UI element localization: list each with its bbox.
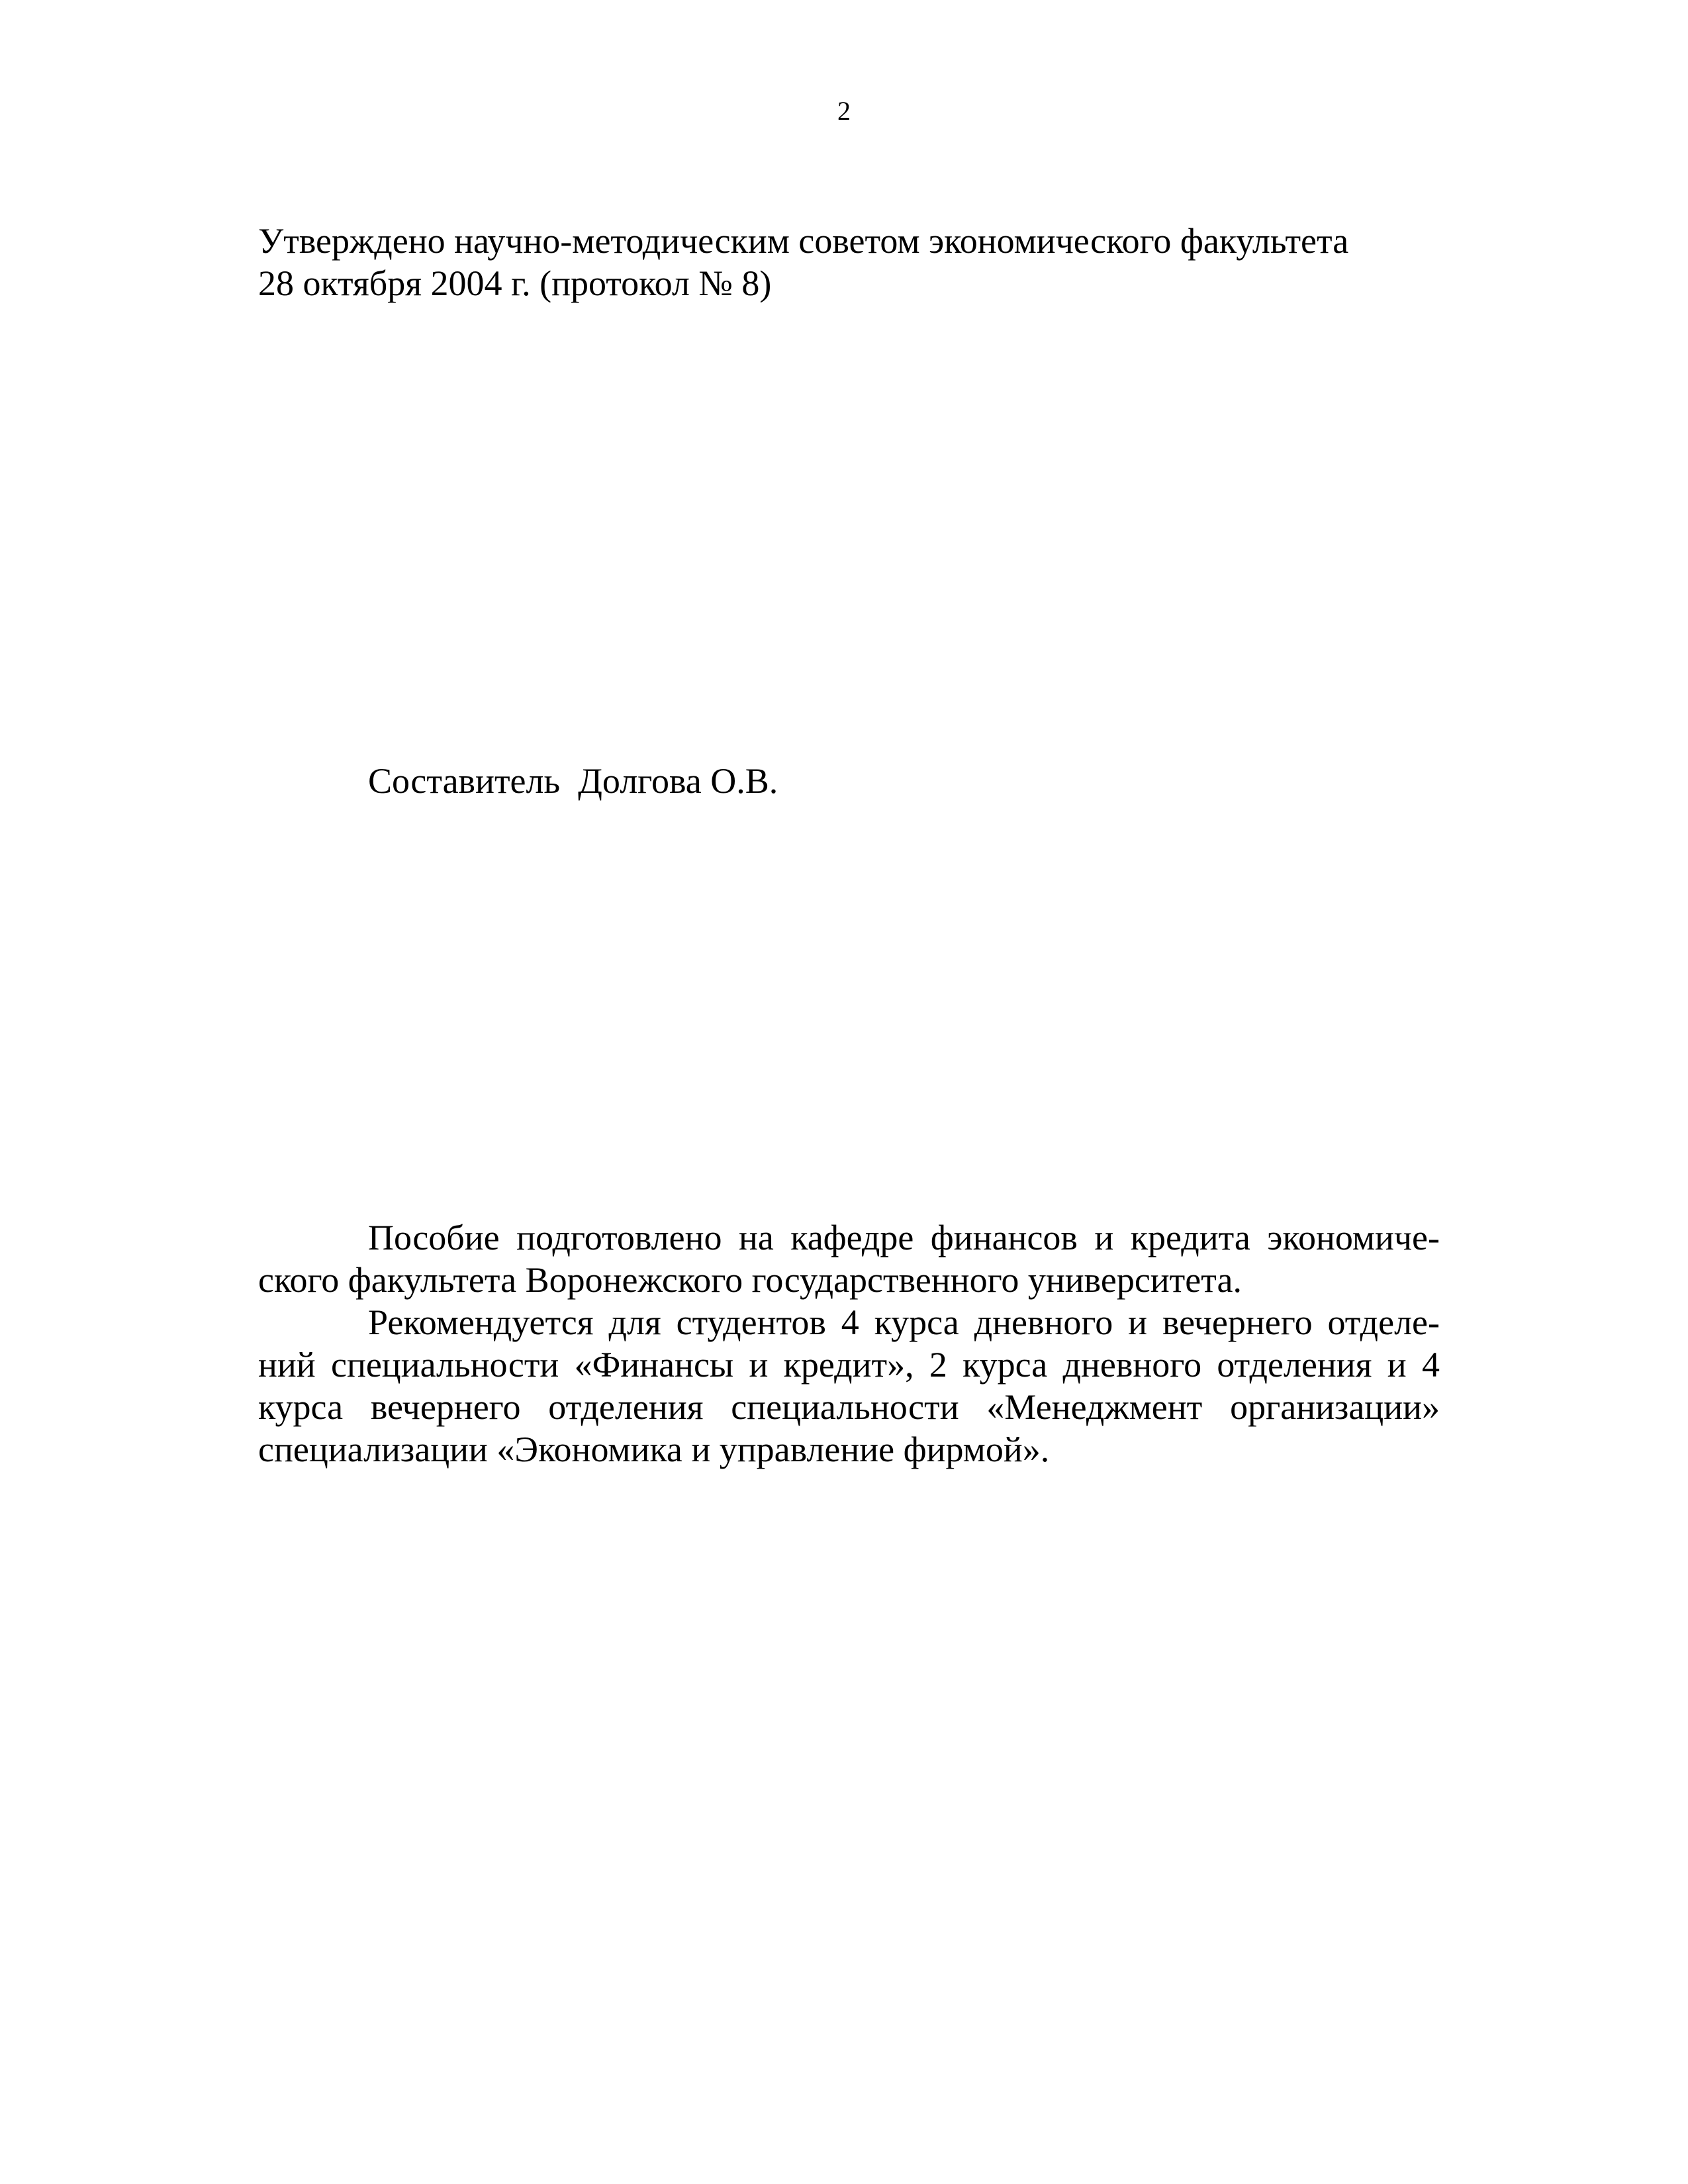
compiler-label: Составитель (368, 761, 561, 801)
publication-notes (258, 1216, 1440, 1471)
notes-paragraph-2 (258, 1301, 1440, 1471)
notes-p1-line-1: Пособие подготовлено на кафедре финансов и кредита экономиче- (368, 1218, 1440, 1257)
approval-line-1: Утверждено научно-методическим советом экономического факультета (258, 221, 1349, 261)
notes-p2-line-4: специализации «Экономика и управление фирмой». (258, 1430, 1050, 1469)
approval-line-2: 28 октября 2004 г. (протокол № 8) (258, 263, 772, 303)
notes-paragraph-1 (258, 1216, 1440, 1301)
notes-p2-line-2: ний специальности «Финансы и кредит», 2 курса дневного отделения и 4 (258, 1345, 1440, 1385)
notes-p2-line-1: Рекомендуется для студентов 4 курса дневного и вечернего отделе- (368, 1302, 1440, 1342)
compiler-name: Долгова О.В. (578, 761, 778, 801)
compiler-credit (368, 760, 778, 802)
notes-p1-line-2: ского факультета Воронежского государственного университета. (258, 1260, 1242, 1300)
approval-statement (258, 220, 1450, 304)
notes-p2-line-3: курса вечернего отделения специальности «Менеджмент организации» (258, 1387, 1440, 1427)
page-number: 2 (837, 96, 851, 126)
